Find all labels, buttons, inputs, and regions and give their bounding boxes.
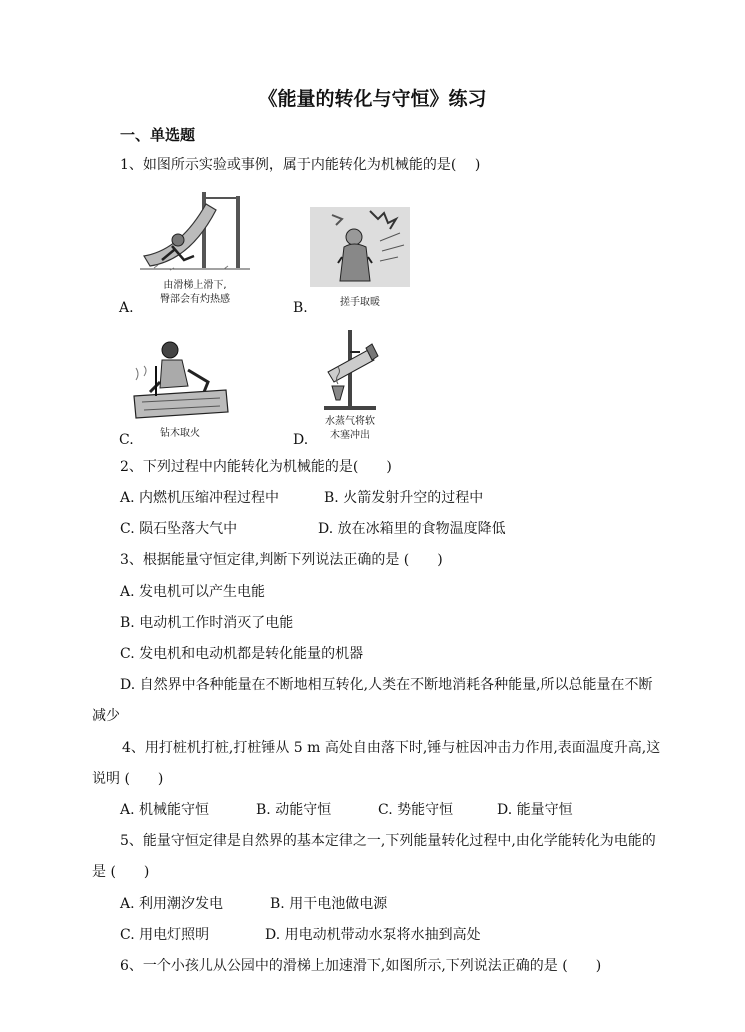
question-4-option-a: A. 机械能守恒 [120, 802, 210, 818]
question-5-option-d: D. 用电动机带动水泵将水抽到高处 [265, 927, 481, 943]
document-title: 《能量的转化与守恒》练习 [258, 88, 487, 110]
figure-d-caption-line2: 木塞冲出 [330, 430, 370, 441]
question-5-option-c: C. 用电灯照明 [120, 927, 210, 943]
question-2-option-c: C. 陨石坠落大气中 [120, 521, 238, 537]
question-4-option-d: D. 能量守恒 [497, 802, 573, 818]
figure-b-caption: 搓手取暖 [340, 297, 380, 308]
question-2-option-b: B. 火箭发射升空的过程中 [324, 490, 484, 506]
section-heading: 一、单选题 [120, 126, 196, 144]
figure-steam-cork-illustration [310, 328, 390, 444]
figure-slide-illustration [140, 190, 250, 310]
question-3-option-b: B. 电动机工作时消灭了电能 [120, 615, 294, 631]
option-d-label: D. [293, 432, 309, 448]
question-3-stem: 3、根据能量守恒定律,判断下列说法正确的是 ( ) [120, 552, 443, 568]
question-3-option-c: C. 发电机和电动机都是转化能量的机器 [120, 646, 364, 662]
question-3-option-a: A. 发电机可以产生电能 [120, 584, 266, 600]
question-4-option-c: C. 势能守恒 [378, 802, 454, 818]
question-6-stem: 6、一个小孩儿从公园中的滑梯上加速滑下,如图所示,下列说法正确的是 ( ) [120, 958, 602, 974]
question-2-stem: 2、下列过程中内能转化为机械能的是( ) [120, 459, 392, 475]
figure-c-caption: 钻木取火 [160, 428, 200, 439]
question-3-option-d-line2: 减少 [92, 708, 120, 724]
question-5-option-b: B. 用干电池做电源 [270, 896, 388, 912]
slide-drawing-icon [140, 190, 250, 272]
question-4-option-b: B. 动能守恒 [256, 802, 332, 818]
drilling-wood-drawing-icon [130, 340, 230, 424]
question-3-option-d-line1: D. 自然界中各种能量在不断地相互转化,人类在不断地消耗各种能量,所以总能量在不断 [120, 677, 653, 693]
question-1-stem: 1、如图所示实验或事例，属于内能转化为机械能的是( ) [120, 157, 481, 173]
figure-a-caption-line2: 臀部会有灼热感 [160, 294, 230, 305]
question-5-stem-line1: 5、能量守恒定律是自然界的基本定律之一,下列能量转化过程中,由化学能转化为电能的 [120, 833, 656, 849]
option-b-label: B. [293, 300, 308, 316]
figure-rubbing-hands-illustration [310, 207, 410, 315]
option-c-label: C. [119, 432, 134, 448]
figure-drilling-wood-illustration [130, 340, 230, 442]
question-5-stem-line2: 是 ( ) [92, 864, 150, 880]
rubbing-hands-drawing-icon [310, 207, 410, 289]
question-2-option-d: D. 放在冰箱里的食物温度降低 [318, 521, 506, 537]
question-4-stem-line2: 说明 ( ) [92, 771, 164, 787]
figure-d-caption-line1: 水蒸气将软 [325, 416, 375, 427]
question-2-option-a: A. 内燃机压缩冲程过程中 [120, 490, 280, 506]
question-5-option-a: A. 利用潮汐发电 [120, 896, 224, 912]
option-a-label: A. [119, 300, 134, 316]
steam-cork-drawing-icon [310, 328, 390, 412]
question-4-stem-line1: 4、用打桩机打桩,打桩锤从 5 m 高处自由落下时,锤与桩因冲击力作用,表面温度升高,这 [122, 740, 661, 756]
figure-a-caption-line1: 由滑梯上滑下, [163, 280, 227, 291]
